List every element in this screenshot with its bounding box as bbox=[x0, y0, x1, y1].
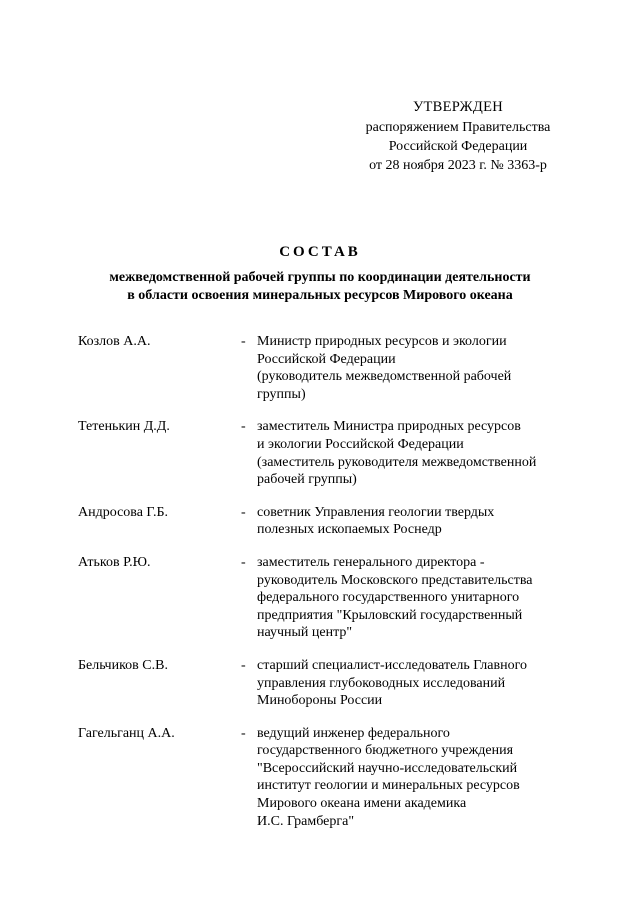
document-title: СОСТАВ bbox=[279, 244, 361, 260]
member-role bbox=[257, 554, 578, 642]
member-separator: - bbox=[241, 334, 246, 349]
member-role-line: Министр природных ресурсов и экологии bbox=[257, 334, 507, 349]
member-role-line: руководитель Московского представительства bbox=[257, 572, 533, 588]
member-role-line: ведущий инженер федерального bbox=[257, 725, 450, 741]
member-role-line: научный центр" bbox=[257, 625, 353, 641]
member-role bbox=[257, 418, 578, 488]
member-role bbox=[257, 725, 578, 831]
member-name: Андросова Г.Б. bbox=[78, 504, 168, 520]
member-role bbox=[257, 333, 578, 403]
member-role-line: Мирового океана имени академика bbox=[257, 796, 467, 812]
member-row bbox=[78, 554, 578, 642]
approval-block bbox=[330, 98, 586, 175]
member-separator: - bbox=[241, 419, 246, 435]
member-name: Атьков Р.Ю. bbox=[78, 554, 151, 570]
member-role-line: полезных ископаемых Роснедр bbox=[257, 522, 442, 538]
member-name: Бельчиков С.В. bbox=[78, 657, 168, 673]
document-subtitle bbox=[40, 269, 600, 305]
member-role-line: и экологии Российской Федерации bbox=[257, 436, 464, 452]
member-role-line: старший специалист-исследователь Главного bbox=[257, 657, 527, 673]
member-role bbox=[257, 657, 578, 710]
subtitle-line: в области освоения минеральных ресурсов Мирового океана bbox=[127, 288, 513, 303]
member-row bbox=[78, 333, 578, 403]
member-row bbox=[78, 657, 578, 710]
member-role-line: предприятия "Крыловский государственный bbox=[257, 607, 523, 623]
approval-heading: УТВЕРЖДЕН bbox=[412, 99, 504, 115]
approval-line: Российской Федерации bbox=[388, 139, 528, 154]
subtitle-line: межведомственной рабочей группы по координации деятельности bbox=[109, 270, 531, 285]
member-role-line: (заместитель руководителя межведомственной bbox=[257, 454, 537, 470]
member-separator: - bbox=[241, 554, 246, 570]
members-list bbox=[78, 333, 578, 830]
member-row bbox=[78, 418, 578, 488]
member-role-line: (руководитель межведомственной рабочей bbox=[257, 369, 512, 385]
member-role-line: управления глубоководных исследований bbox=[257, 675, 506, 691]
member-role-line: советник Управления геологии твердых bbox=[257, 504, 495, 520]
approval-line: распоряжением Правительства bbox=[365, 120, 551, 135]
member-role-line: институт геологии и минеральных ресурсов bbox=[257, 778, 520, 794]
member-role-line: федерального государственного унитарного bbox=[257, 590, 520, 606]
member-name: Гагельганц А.А. bbox=[78, 725, 175, 741]
member-role-line: "Всероссийский научно-исследовательский bbox=[257, 760, 518, 776]
approval-date-line: от 28 ноября 2023 г. № 3363-р bbox=[369, 158, 547, 173]
member-name: Тетенькин Д.Д. bbox=[78, 419, 170, 435]
member-role-line: Российской Федерации bbox=[257, 351, 396, 367]
member-separator: - bbox=[241, 504, 246, 520]
member-role-line: Минобороны России bbox=[257, 693, 383, 709]
member-name: Козлов А.А. bbox=[78, 334, 151, 349]
member-role-line: группы) bbox=[257, 386, 306, 402]
member-role-line: заместитель генерального директора - bbox=[257, 554, 485, 570]
member-role-line: государственного бюджетного учреждения bbox=[257, 743, 514, 759]
member-row bbox=[78, 725, 578, 831]
member-separator: - bbox=[241, 657, 246, 673]
member-role-line: И.С. Грамберга" bbox=[257, 813, 355, 829]
member-role bbox=[257, 504, 578, 539]
member-row bbox=[78, 504, 578, 539]
member-role-line: рабочей группы) bbox=[257, 472, 357, 488]
member-separator: - bbox=[241, 725, 246, 741]
member-role-line: заместитель Министра природных ресурсов bbox=[257, 419, 521, 435]
